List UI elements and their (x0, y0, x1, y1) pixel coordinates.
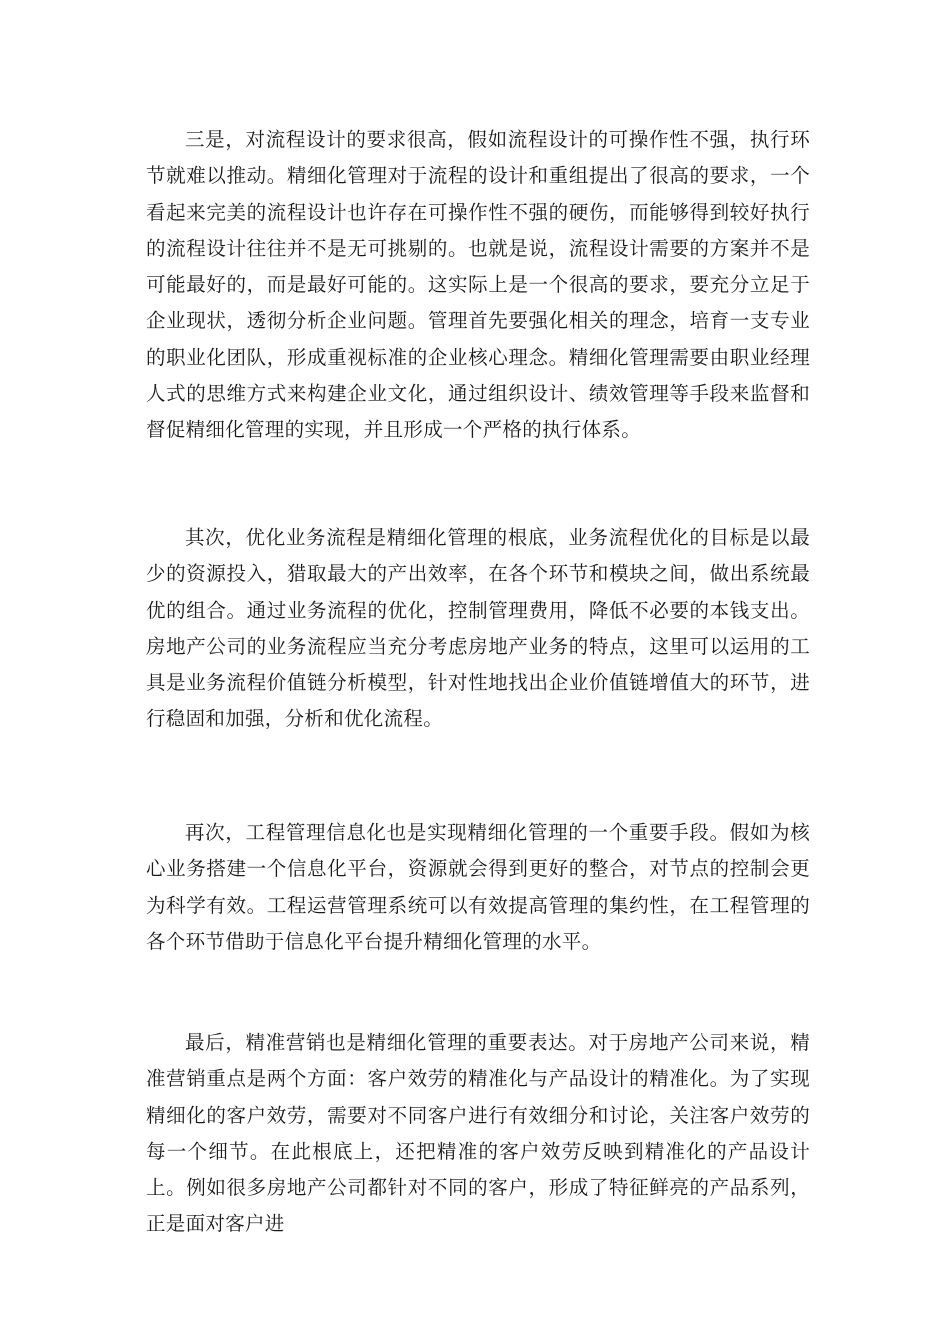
paragraph-business-process: 其次，优化业务流程是精细化管理的根底，业务流程优化的目标是以最少的资源投入，猎取最大的产出效率，在各个环节和模块之间，做出系统最优的组合。通过业务流程的优化，控制管理费用，降低不必要的本钱支出。房地产公司的业务流程应当充分考虑房地产业务的特点，这里可以运用的工具是业务流程价值链分析模型，针对性地找出企业价值链增值大的环节，进行稳固和加强，分析和优化流程。 (146, 526, 810, 731)
paragraph-precision-marketing: 最后，精准营销也是精细化管理的重要表达。对于房地产公司来说，精准营销重点是两个方面：客户效劳的精准化与产品设计的精准化。为了实现精细化的客户效劳，需要对不同客户进行有效细分和讨论，关注客户效劳的每一个细节。在此根底上，还把精准的客户效劳反映到精准化的产品设计上。例如很多房地产公司都针对不同的客户，形成了特征鲜亮的产品系列，正是面对客户进 (146, 1031, 810, 1236)
paragraph-informatization: 再次，工程管理信息化也是实现精细化管理的一个重要手段。假如为核心业务搭建一个信息化平台，资源就会得到更好的整合，对节点的控制会更为科学有效。工程运营管理系统可以有效提高管理的集约性，在工程管理的各个环节借助于信息化平台提升精细化管理的水平。 (146, 821, 810, 953)
paragraph-process-design: 三是，对流程设计的要求很高，假如流程设计的可操作性不强，执行环节就难以推动。精细化管理对于流程的设计和重组提出了很高的要求，一个看起来完美的流程设计也许存在可操作性不强的硬伤，而能够得到较好执行的流程设计往往并不是无可挑剔的。也就是说，流程设计需要的方案并不是可能最好的，而是最好可能的。这实际上是一个很高的要求，要充分立足于企业现状，透彻分析企业问题。管理首先要强化相关的理念，培育一支专业的职业化团队，形成重视标准的企业核心理念。精细化管理需要由职业经理人式的思维方式来构建企业文化，通过组织设计、绩效管理等手段来监督和督促精细化管理的实现，并且形成一个严格的执行体系。 (146, 128, 810, 442)
